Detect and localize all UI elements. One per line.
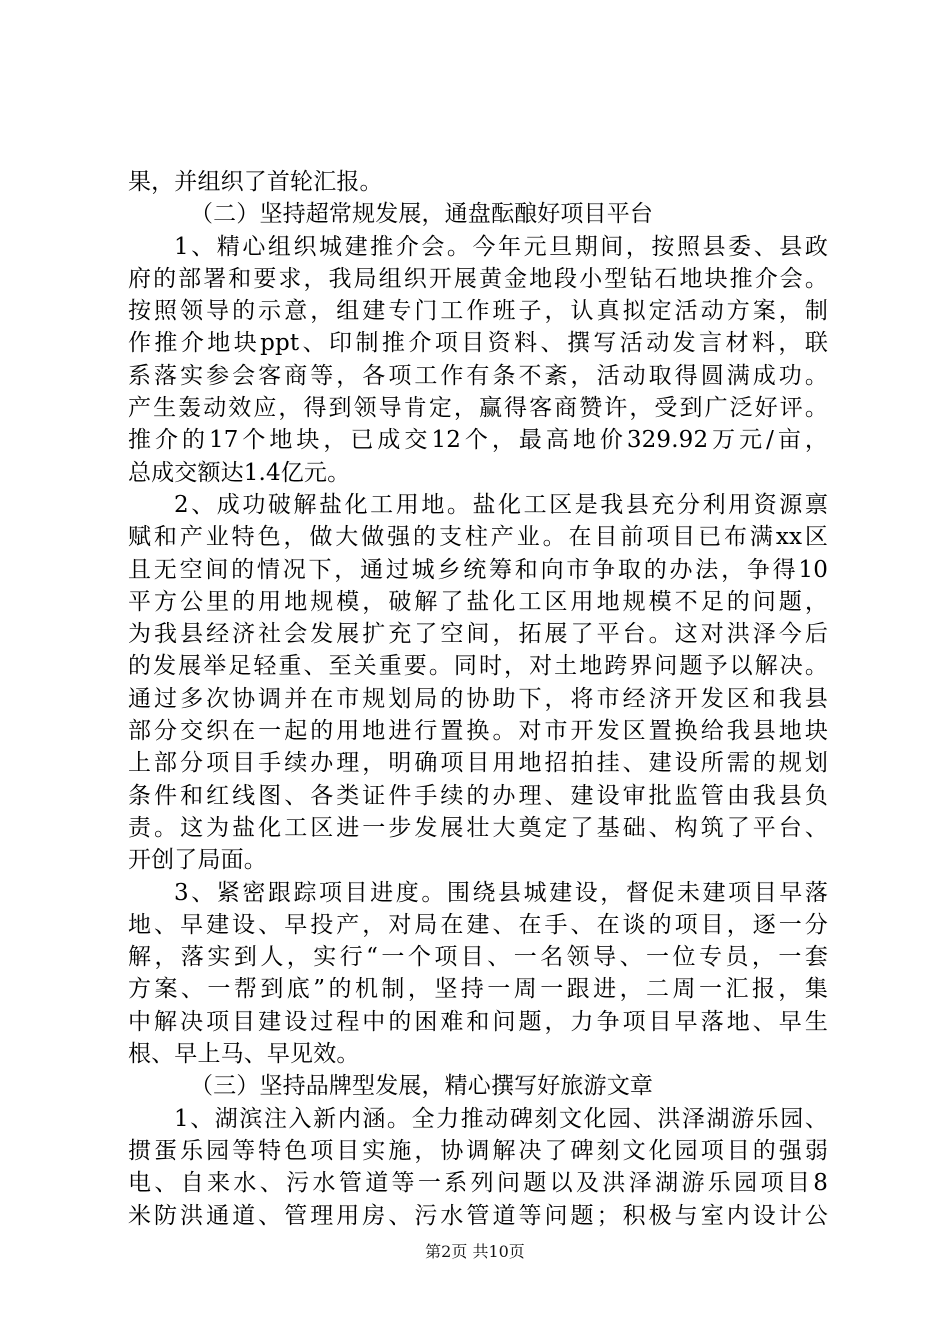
document-body	[128, 166, 828, 1232]
text-line: 上部分项目手续办理，明确项目用地招拍挂、建设所需的规划	[128, 750, 828, 777]
section-heading: （二）坚持超常规发展，通盘酝酿好项目平台	[190, 201, 653, 228]
text-line: 3、紧密跟踪项目进度。围绕县城建设，督促未建项目早落	[174, 879, 828, 906]
text-line: 按照领导的示意，组建专门工作班子，认真拟定活动方案，制	[128, 298, 828, 325]
text-line: 赋和产业特色，做大做强的支柱产业。在目前项目已布满xx区	[128, 524, 828, 551]
text-line: 府的部署和要求，我局组织开展黄金地段小型钻石地块推介会。	[128, 265, 828, 292]
text-line: 平方公里的用地规模，破解了盐化工区用地规模不足的问题，	[128, 588, 828, 615]
text-line: 责。这为盐化工区进一步发展壮大奠定了基础、构筑了平台、	[128, 814, 828, 841]
text-line: 电、自来水、污水管道等一系列问题以及洪泽湖游乐园项目8	[128, 1170, 828, 1197]
text-line: 推介的17个地块，已成交12个，最高地价329.92万元/亩，	[128, 427, 828, 454]
text-line: 开创了局面。	[128, 847, 267, 874]
text-line: 1、湖滨注入新内涵。全力推动碑刻文化园、洪泽湖游乐园、	[174, 1105, 828, 1132]
text-line: 且无空间的情况下，通过城乡统筹和向市争取的办法，争得10	[128, 556, 828, 583]
text-line: 总成交额达1.4亿元。	[128, 459, 351, 486]
text-line: 方案、一帮到底”的机制，坚持一周一跟进，二周一汇报，集	[128, 976, 828, 1003]
text-line: 1、精心组织城建推介会。今年元旦期间，按照县委、县政	[174, 233, 828, 260]
section-heading: （三）坚持品牌型发展，精心撰写好旅游文章	[190, 1073, 653, 1100]
text-line: 产生轰动效应，得到领导肯定，赢得客商赞许，受到广泛好评。	[128, 395, 828, 422]
text-line: 2、成功破解盐化工用地。盐化工区是我县充分利用资源禀	[174, 491, 828, 518]
text-line: 中解决项目建设过程中的困难和问题，力争项目早落地、早生	[128, 1008, 828, 1035]
text-line: 为我县经济社会发展扩充了空间，拓展了平台。这对洪泽今后	[128, 621, 828, 648]
text-line: 的发展举足轻重、至关重要。同时，对土地跨界问题予以解决。	[128, 653, 828, 680]
page-number-footer: 第2页 共10页	[425, 1242, 525, 1261]
text-line: 掼蛋乐园等特色项目实施，协调解决了碑刻文化园项目的强弱	[128, 1137, 828, 1164]
text-line: 条件和红线图、各类证件手续的办理、建设审批监管由我县负	[128, 782, 828, 809]
text-line: 米防洪通道、管理用房、污水管道等问题；积极与室内设计公	[128, 1202, 828, 1229]
text-line: 系落实参会客商等，各项工作有条不紊，活动取得圆满成功。	[128, 362, 828, 389]
text-line: 作推介地块ppt、印制推介项目资料、撰写活动发言材料，联	[128, 330, 828, 357]
text-line: 解，落实到人，实行“一个项目、一名领导、一位专员，一套	[128, 944, 828, 971]
text-line: 果，并组织了首轮汇报。	[128, 169, 383, 195]
text-line: 部分交织在一起的用地进行置换。对市开发区置换给我县地块	[128, 718, 828, 745]
text-line: 地、早建设、早投产，对局在建、在手、在谈的项目，逐一分	[128, 911, 828, 938]
text-line: 通过多次协调并在市规划局的协助下，将市经济开发区和我县	[128, 685, 828, 712]
text-line: 根、早上马、早见效。	[128, 1041, 360, 1068]
